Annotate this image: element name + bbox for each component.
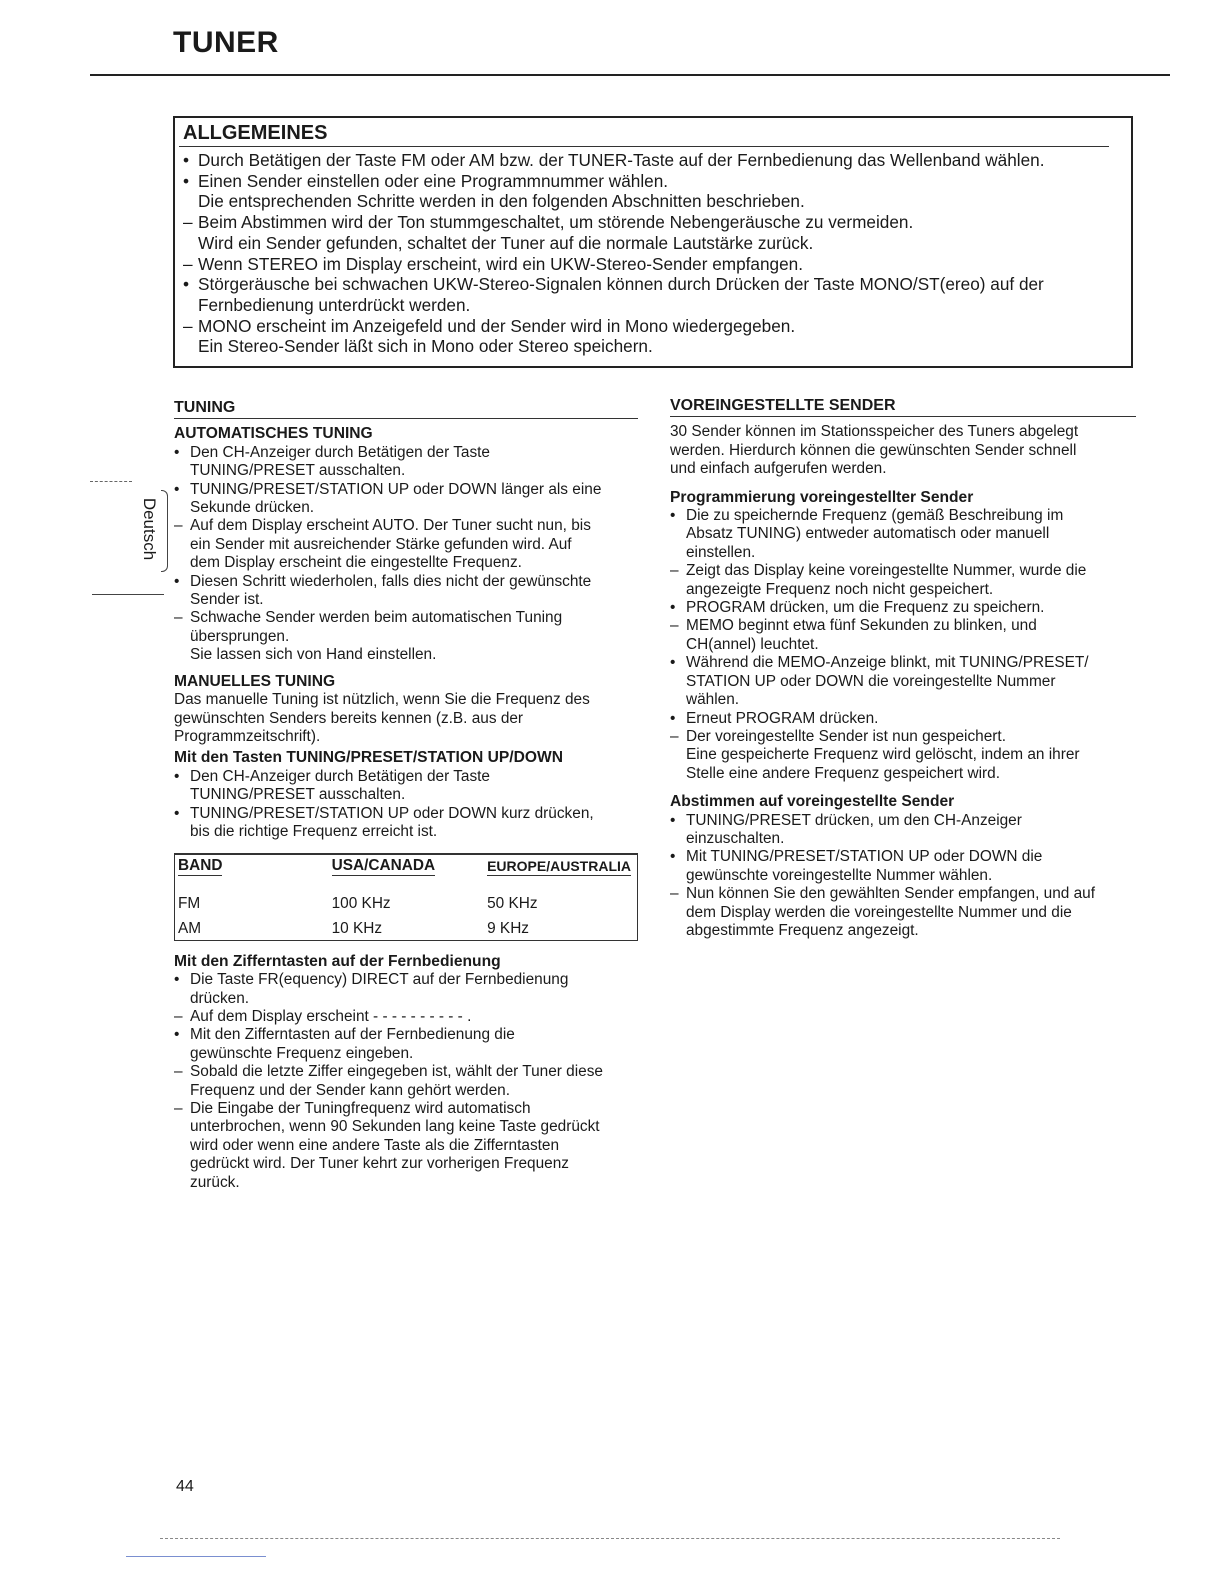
text-line: werden. Hierdurch können die gewünschten Sender schnell xyxy=(670,441,1077,459)
text-line xyxy=(670,710,1136,728)
line-text: MEMO beginnt etwa fünf Sekunden zu blinken, und xyxy=(686,617,1037,635)
language-tab xyxy=(133,478,165,580)
footer-rule xyxy=(160,1538,1060,1540)
list-marker: – xyxy=(174,609,183,627)
table-cell: 9 KHz xyxy=(487,919,530,937)
text-line: Programmzeitschrift). xyxy=(174,727,321,745)
recall-heading: Abstimmen auf voreingestellte Sender xyxy=(670,793,955,811)
line-text: Auf dem Display erscheint AUTO. Der Tuner sucht nun, bis xyxy=(190,517,591,535)
table-row xyxy=(175,915,635,940)
list-marker: • xyxy=(670,811,676,829)
language-tab-bracket xyxy=(161,490,168,572)
text-line xyxy=(174,823,638,841)
list-marker: • xyxy=(670,507,676,525)
line-text: gedrückt wird. Der Tuner kehrt zur vorherigen Frequenz xyxy=(190,1155,569,1173)
text-line xyxy=(670,812,1136,830)
text-line xyxy=(670,728,1136,746)
page-title: TUNER xyxy=(173,26,279,59)
text-line xyxy=(174,554,638,572)
line-text: Wird ein Sender gefunden, schaltet der Tuner auf die normale Lautstärke zurück. xyxy=(198,232,814,253)
line-text: Der voreingestellte Sender ist nun gespeichert. xyxy=(686,727,1006,745)
digits-heading: Mit den Zifferntasten auf der Fernbedienung xyxy=(174,952,501,970)
text-line xyxy=(174,481,638,499)
list-marker: • xyxy=(670,709,676,727)
text-line xyxy=(183,254,1128,275)
text-line xyxy=(670,830,1136,848)
table-cell: FM xyxy=(178,894,201,912)
keys-heading: Mit den Tasten TUNING/PRESET/STATION UP/DOWN xyxy=(174,749,563,767)
text-line xyxy=(174,628,638,646)
text-line xyxy=(174,1082,638,1100)
text-line xyxy=(670,599,1136,617)
line-text: Den CH-Anzeiger durch Betätigen der Taste xyxy=(190,443,490,461)
text-line xyxy=(670,904,1136,922)
text-line xyxy=(670,746,1136,764)
line-text: Störgeräusche bei schwachen UKW-Stereo-Signalen können durch Drücken der Taste MONO/ST(ereo) auf der xyxy=(198,274,1044,295)
list-marker: – xyxy=(174,517,183,535)
list-marker: • xyxy=(174,443,180,461)
list-marker: – xyxy=(174,1100,183,1117)
line-text: gewünschte Frequenz eingeben. xyxy=(190,1044,414,1062)
line-text: PROGRAM drücken, um die Frequenz zu speichern. xyxy=(686,599,1045,617)
list-marker: – xyxy=(183,253,193,274)
programming-heading: Programmierung voreingestellter Sender xyxy=(670,488,974,506)
text-line xyxy=(670,544,1136,562)
text-line xyxy=(183,212,1128,233)
text-line xyxy=(183,191,1128,212)
line-text: TUNING/PRESET drücken, um den CH-Anzeiger xyxy=(686,811,1022,829)
table-cell: AM xyxy=(178,919,202,937)
line-text: TUNING/PRESET ausschalten. xyxy=(190,786,406,804)
line-text: Ein Stereo-Sender läßt sich in Mono oder Stereo speichern. xyxy=(198,336,653,357)
text-line: gewünschten Senders bereits kennen (z.B. aus der xyxy=(174,709,524,727)
text-line xyxy=(670,617,1136,635)
line-text: Beim Abstimmen wird der Ton stummgeschaltet, um störende Nebengeräusche zu vermeiden. xyxy=(198,212,914,233)
general-lines xyxy=(183,150,1128,357)
right-column xyxy=(670,397,1136,940)
text-line xyxy=(670,581,1136,599)
table-row xyxy=(175,890,635,915)
general-box xyxy=(173,116,1133,368)
line-text: Die Taste FR(equency) DIRECT auf der Fernbedienung xyxy=(190,971,569,989)
text-line xyxy=(670,525,1136,543)
list-marker: • xyxy=(174,971,180,989)
left-column xyxy=(174,399,638,1192)
line-text: drücken. xyxy=(190,989,250,1007)
text-line xyxy=(183,150,1128,171)
text-line: 30 Sender können im Stationsspeicher des Tuners abgelegt xyxy=(670,423,1079,441)
manual-tuning-lines xyxy=(174,691,638,746)
line-text: einstellen. xyxy=(686,543,756,561)
text-line xyxy=(174,609,638,627)
text-line xyxy=(174,1063,638,1081)
text-line xyxy=(174,1137,638,1155)
line-text: TUNING/PRESET/STATION UP oder DOWN kurz drücken, xyxy=(190,804,594,822)
programming-lines xyxy=(670,507,1136,783)
line-text: ein Sender mit ausreichender Stärke gefunden wird. Auf xyxy=(190,535,572,553)
table-header-usa: USA/CANADA xyxy=(331,857,436,875)
text-line xyxy=(174,517,638,535)
line-text: Schwache Sender werden beim automatischen Tuning xyxy=(190,609,563,627)
list-marker: – xyxy=(183,212,193,233)
line-text: Durch Betätigen der Taste FM oder AM bzw. der TUNER-Taste auf der Fernbedienung das Wellenband wählen. xyxy=(198,150,1045,170)
line-text: Auf dem Display erscheint - - - - - - - - - - . xyxy=(190,1007,472,1025)
text-line xyxy=(183,316,1128,337)
list-marker: • xyxy=(670,654,676,672)
line-text: dem Display erscheint die eingestellte Frequenz. xyxy=(190,554,522,572)
line-text: Diesen Schritt wiederholen, falls dies nicht der gewünschte xyxy=(190,572,592,590)
text-line xyxy=(174,462,638,480)
list-marker: • xyxy=(183,274,190,295)
text-line xyxy=(174,1026,638,1044)
list-marker: • xyxy=(174,1026,180,1044)
text-line xyxy=(174,805,638,823)
list-marker: • xyxy=(670,599,676,617)
text-line xyxy=(670,636,1136,654)
side-tab-bottom-rule xyxy=(92,594,164,595)
line-text: Sie lassen sich von Hand einstellen. xyxy=(190,646,437,664)
line-text: Die Eingabe der Tuningfrequenz wird automatisch xyxy=(190,1100,531,1117)
page-number: 44 xyxy=(176,1478,194,1495)
text-line xyxy=(183,233,1128,254)
text-line xyxy=(183,274,1128,295)
line-text: gewünschte voreingestellte Nummer wählen. xyxy=(686,866,993,884)
presets-heading: VOREINGESTELLTE SENDER xyxy=(670,397,1136,417)
line-text: Einen Sender einstellen oder eine Programmnummer wählen. xyxy=(198,170,669,191)
footer-rule-accent xyxy=(126,1556,266,1557)
text-line xyxy=(174,573,638,591)
table-cell: 10 KHz xyxy=(331,919,383,937)
text-line xyxy=(670,673,1136,691)
list-marker: – xyxy=(670,562,679,580)
line-text: Wenn STEREO im Display erscheint, wird ein UKW-Stereo-Sender empfangen. xyxy=(198,253,803,274)
line-text: einzuschalten. xyxy=(686,829,785,847)
list-marker: • xyxy=(183,170,190,191)
language-tab-label: Deutsch xyxy=(140,497,159,561)
text-line xyxy=(670,507,1136,525)
text-line xyxy=(174,1174,638,1192)
line-text: Stelle eine andere Frequenz gespeichert wird. xyxy=(686,764,1000,782)
text-line xyxy=(174,591,638,609)
auto-tuning-heading: AUTOMATISCHES TUNING xyxy=(174,425,373,443)
line-text: Mit TUNING/PRESET/STATION UP oder DOWN die xyxy=(686,848,1043,866)
line-text: Erneut PROGRAM drücken. xyxy=(686,709,879,727)
text-line xyxy=(670,848,1136,866)
line-text: wählen. xyxy=(686,691,740,709)
list-marker: • xyxy=(174,804,180,822)
line-text: Absatz TUNING) entweder automatisch oder manuell xyxy=(686,525,1050,543)
line-text: unterbrochen, wenn 90 Sekunden lang keine Taste gedrückt xyxy=(190,1118,600,1136)
table-header-row xyxy=(175,855,635,876)
text-line xyxy=(183,295,1128,316)
title-rule xyxy=(90,74,1170,76)
line-text: Den CH-Anzeiger durch Betätigen der Taste xyxy=(190,767,490,785)
line-text: CH(annel) leuchtet. xyxy=(686,635,819,653)
text-line xyxy=(174,768,638,786)
line-text: wird oder wenn eine andere Taste als die Zifferntasten xyxy=(190,1136,560,1154)
manual-tuning-heading: MANUELLES TUNING xyxy=(174,672,336,690)
line-text: abgestimmte Frequenz angezeigt. xyxy=(686,921,919,939)
text-line xyxy=(174,444,638,462)
line-text: Sobald die letzte Ziffer eingegeben ist, wählt der Tuner diese xyxy=(190,1063,603,1081)
line-text: STATION UP oder DOWN die voreingestellte Nummer xyxy=(686,672,1056,690)
text-line xyxy=(174,1045,638,1063)
list-marker: • xyxy=(183,150,190,170)
list-marker: – xyxy=(670,885,679,903)
general-heading: ALLGEMEINES xyxy=(183,122,328,144)
table-cell: 50 KHz xyxy=(487,894,538,912)
line-text: Sender ist. xyxy=(190,591,264,609)
text-line xyxy=(174,1155,638,1173)
text-line xyxy=(174,786,638,804)
line-text: Während die MEMO-Anzeige blinkt, mit TUNING/PRESET/ xyxy=(686,654,1089,672)
line-text: Die entsprechenden Schritte werden in den folgenden Abschnitten beschrieben. xyxy=(198,191,805,212)
text-line xyxy=(174,971,638,989)
text-line xyxy=(174,499,638,517)
list-marker: • xyxy=(174,572,180,590)
text-line xyxy=(183,336,1128,357)
table-cell: 100 KHz xyxy=(331,894,391,912)
general-heading-rule xyxy=(179,146,1109,147)
line-text: bis die richtige Frequenz erreicht ist. xyxy=(190,822,438,840)
text-line xyxy=(174,1008,638,1026)
text-line: Das manuelle Tuning ist nützlich, wenn Sie die Frequenz des xyxy=(174,691,590,709)
text-line xyxy=(174,536,638,554)
text-line xyxy=(174,1118,638,1136)
presets-intro xyxy=(670,423,1136,478)
text-line xyxy=(670,922,1136,940)
text-line xyxy=(670,867,1136,885)
line-text: Eine gespeicherte Frequenz wird gelöscht, indem an ihrer xyxy=(686,746,1080,764)
line-text: TUNING/PRESET/STATION UP oder DOWN länger als eine xyxy=(190,480,602,498)
list-marker: – xyxy=(174,1063,183,1081)
text-line xyxy=(670,562,1136,580)
frequency-table xyxy=(174,853,638,940)
digits-lines xyxy=(174,971,638,1192)
text-line xyxy=(183,171,1128,192)
side-tab-top-rule xyxy=(90,481,132,483)
text-line xyxy=(670,765,1136,783)
text-line xyxy=(670,654,1136,672)
list-marker: • xyxy=(670,848,676,866)
tuning-heading: TUNING xyxy=(174,399,638,419)
line-text: Nun können Sie den gewählten Sender empfangen, und auf xyxy=(686,885,1096,903)
line-text: dem Display werden die voreingestellte Nummer und die xyxy=(686,903,1072,921)
text-line: und einfach aufgerufen werden. xyxy=(670,460,887,478)
line-text: Die zu speichernde Frequenz (gemäß Beschreibung im xyxy=(686,507,1064,525)
text-line xyxy=(670,691,1136,709)
line-text: Mit den Zifferntasten auf der Fernbedienung die xyxy=(190,1026,515,1044)
text-line xyxy=(174,990,638,1008)
text-line xyxy=(174,1100,638,1118)
list-marker: • xyxy=(174,767,180,785)
auto-tuning-lines xyxy=(174,444,638,665)
list-marker: – xyxy=(174,1007,183,1025)
text-line xyxy=(174,646,638,664)
keys-lines xyxy=(174,768,638,842)
line-text: zurück. xyxy=(190,1173,240,1191)
list-marker: • xyxy=(174,480,180,498)
table-header-europe: EUROPE/AUSTRALIA xyxy=(487,858,631,875)
list-marker: – xyxy=(670,617,679,635)
line-text: Zeigt das Display keine voreingestellte Nummer, wurde die xyxy=(686,562,1087,580)
line-text: übersprungen. xyxy=(190,627,290,645)
list-marker: – xyxy=(670,727,679,745)
list-marker: – xyxy=(183,315,193,336)
text-line xyxy=(670,885,1136,903)
line-text: Fernbedienung unterdrückt werden. xyxy=(198,294,471,315)
line-text: Sekunde drücken. xyxy=(190,499,315,517)
table-header-band: BAND xyxy=(178,857,223,875)
line-text: Frequenz und der Sender kann gehört werden. xyxy=(190,1081,510,1099)
line-text: MONO erscheint im Anzeigefeld und der Sender wird in Mono wiedergegeben. xyxy=(198,315,796,336)
line-text: TUNING/PRESET ausschalten. xyxy=(190,462,406,480)
recall-lines xyxy=(670,812,1136,941)
line-text: angezeigte Frequenz noch nicht gespeichert. xyxy=(686,580,994,598)
